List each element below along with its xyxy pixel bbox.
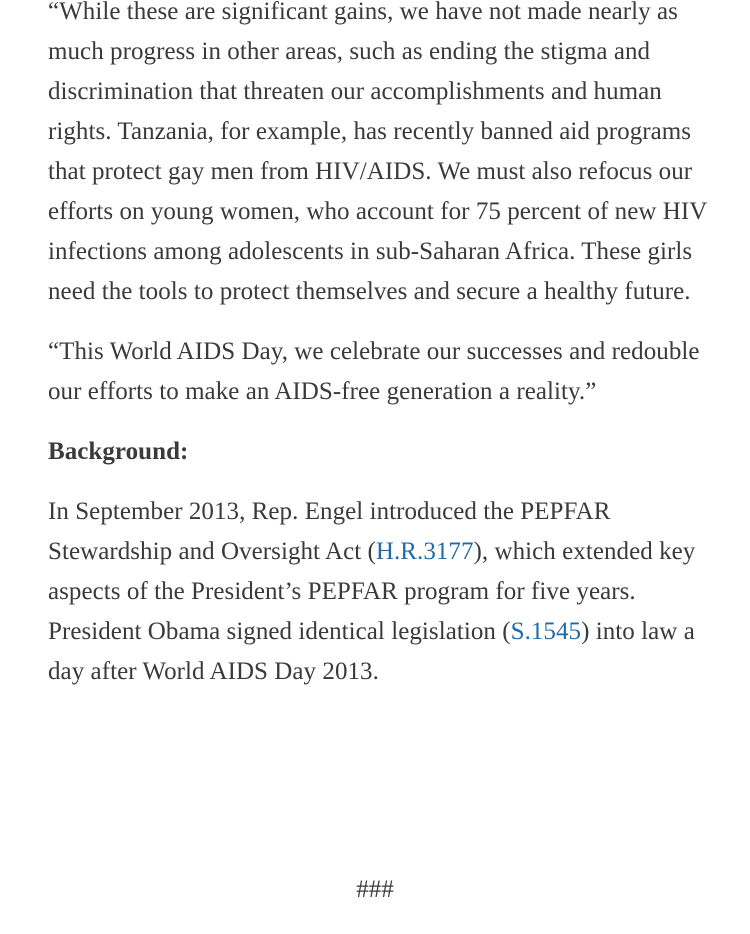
background-paragraph [48,492,708,692]
quote-paragraph-2: “This World AIDS Day, we celebrate our successes and redouble our efforts to make an AIDS-free generation a reality.” [48,338,700,405]
background-text-2: ), which extended key aspects of the President’s PEPFAR program for five years. President Obama signed identical legislation ( [48,538,696,645]
s-1545-link[interactable]: S.1545 [510,618,582,645]
end-mark: ### [356,876,394,903]
quote-paragraph-1: “While these are significant gains, we have not made nearly as much progress in other areas, such as ending the stigma and discrimination that threaten our accomplishments and human rights. Tanzania, for example, has recently banned aid programs that protect gay men from HIV/AIDS. We must also refocus our efforts on young women, who account for 75 percent of new HIV infections among adolescents in sub-Saharan Africa. These girls need the tools to protect themselves and secure a healthy future. [48,0,707,305]
article-body [48,0,708,712]
background-text-1: In September 2013, Rep. Engel introduced the PEPFAR Stewardship and Oversight Act ( [48,498,611,565]
hr-3177-link[interactable]: H.R.3177 [375,538,474,565]
background-text-3: ) into law a day after World AIDS Day 2013. [48,618,695,685]
background-heading: Background: [48,438,189,465]
